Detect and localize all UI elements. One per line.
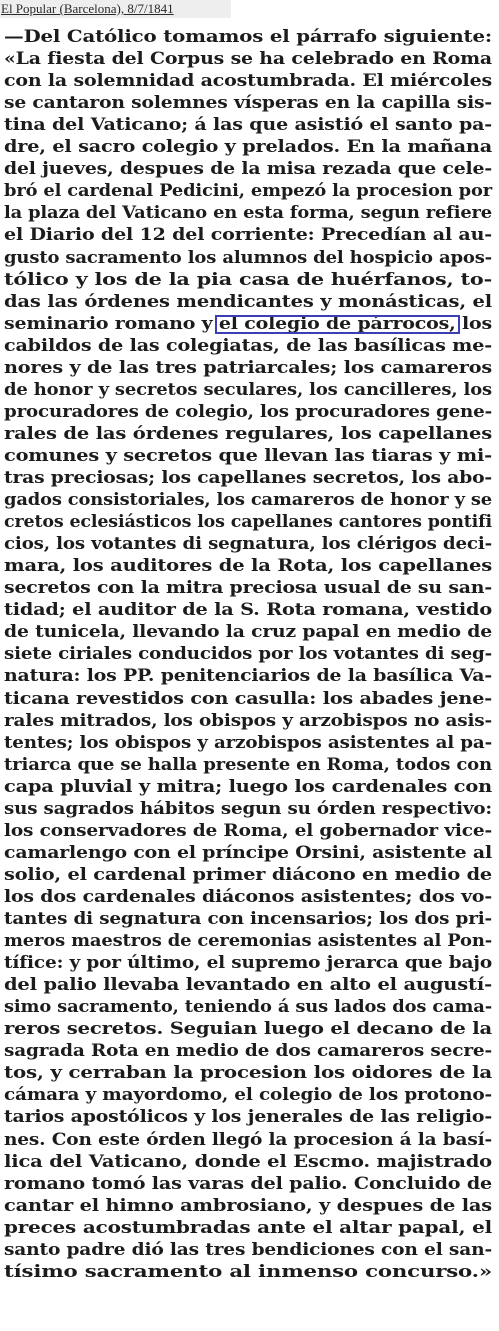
article-line-text: simo sacramento, teniendo á sus lados dos cama- <box>4 997 492 1018</box>
article-line-text: romano tomó las varas del palio. Concluido de <box>4 1173 492 1194</box>
article-line-text: reros secretos. Seguian luego el decano de la <box>4 1019 493 1040</box>
article-line-text: rales mitrados, los obispos y arzobispos no asis- <box>4 710 492 731</box>
article-line-text: camarlengo con el príncipe Orsini, asistente al <box>4 842 493 863</box>
article-line-text: cantar el himno ambrosiano, y despues de las <box>4 1195 493 1216</box>
article-line-text: nes. Con este órden llegó la procesion á la basí- <box>4 1129 492 1150</box>
article-line-text: comunes y secretos que llevan las tiaras y mi- <box>4 445 492 466</box>
article-line-text: rales de las órdenes regulares, los capellanes <box>4 423 492 444</box>
article-line <box>4 1259 492 1285</box>
article-line-text: mara, los auditores de la Rota, los capellanes <box>4 556 492 577</box>
article-line-text: tísimo sacramento al inmenso concurso.» <box>4 1261 493 1282</box>
article-line-text: «La fiesta del Corpus se ha celebrado en Roma <box>4 49 493 70</box>
article-line-text: tarios apostólicos y los jenerales de las religio- <box>4 1107 492 1128</box>
article-line-text: natura: los PP. penitenciarios de la basílica Va- <box>4 666 492 687</box>
article-line-text: tras preciosas; los capellanes secretos, los abo- <box>4 468 492 488</box>
article-line-text: cámara y mayordomo, el colegio de los protono- <box>4 1085 493 1106</box>
source-caption-link[interactable]: El Popular (Barcelona), 8/7/1841 <box>1 1 174 16</box>
article-line-text: con la solemnidad acostumbrada. El miércoles <box>4 71 492 92</box>
article-line-text: das las órdenes mendicantes y monásticas, el <box>4 291 492 312</box>
article-line-text: sus sagrados hábitos segun su órden respectivo: <box>4 798 492 819</box>
article-line-text: cios, los votantes di segnatura, los clérigos deci- <box>4 534 492 555</box>
article-line-text: sagrada Rota en medio de dos camareros secre- <box>4 1041 492 1062</box>
article-line-text: los conservadores de Roma, el gobernador vice- <box>4 820 493 841</box>
article-line-text: preces acostumbradas ante el altar papal, el <box>4 1217 492 1238</box>
article-line-text: tífice: y por último, el supremo jerarca que bajo <box>4 953 492 974</box>
article-line-text: cretos eclesiásticos los capellanes cantores pontifi <box>4 512 493 533</box>
article-line-text: tólico y los de la pia casa de huérfanos, to- <box>4 269 492 290</box>
article-line-text: tentes; los obispos y arzobispos asistentes al pa- <box>4 732 492 753</box>
article-line-text: meros maestros de ceremonias asistentes al Pon- <box>4 931 492 952</box>
article-line-text: lica del Vaticano, donde el Escmo. majistrado <box>4 1151 492 1172</box>
article-line-text: tidad; el auditor de la S. Rota romana, vestido <box>4 600 493 621</box>
article-line-text: gados consistoriales, los camareros de honor y se <box>4 490 492 511</box>
article-line-text: cabildos de las colegiatas, de las basílicas me- <box>4 335 492 356</box>
article-line-text: capa pluvial y mitra; luego los cardenales con <box>4 776 492 797</box>
article-line-text: nores y de las tres patriarcales; los camareros <box>4 357 493 378</box>
article-line-text: seminario romano y el colegio de párrocos, los <box>4 313 492 334</box>
article-line-text: del jueves, despues de la misa rezada que cele- <box>4 159 492 180</box>
article-line-text: el Diario del 12 del corriente: Precedían al au- <box>4 225 492 246</box>
article-line-text: gusto sacramento los alumnos del hospicio apos- <box>4 247 492 268</box>
article-line-text: tos, y cerraban la procesion los oidores de la <box>4 1063 492 1084</box>
article-line-text: solio, el cardenal primer diácono en medio de <box>4 864 492 885</box>
article-line-text: bró el cardenal Pedicini, empezó la procesion por <box>4 181 492 202</box>
article-line-text: tantes di segnatura con incensarios; los dos pri- <box>4 909 492 929</box>
article-line-text: los dos cardenales diáconos asistentes; dos vo- <box>4 886 492 907</box>
article-line-text: ticana revestidos con casulla: los abades jene- <box>4 688 492 709</box>
article-line-text: dre, el sacro colegio y prelados. En la mañana <box>4 137 492 158</box>
article-line-text: del palio llevaba levantado en alto el augustí- <box>4 975 492 996</box>
article-line-text: tina del Vaticano; á las que asistió el santo pa- <box>4 115 493 136</box>
article-line-text: de tunicela, llevando la cruz papal en medio de <box>4 622 492 643</box>
article-line-text: la plaza del Vaticano en esta forma, segun refiere <box>4 203 492 224</box>
article-line-text: se cantaron solemnes vísperas en la capilla sis- <box>4 93 492 114</box>
source-caption[interactable] <box>0 0 231 18</box>
article-line-text: triarca que se halla presente en Roma, todos con <box>4 754 492 775</box>
article-line-text: de honor y secretos seculares, los cancilleres, los <box>4 379 492 400</box>
article-line-text: secretos con la mitra preciosa usual de su san- <box>4 578 492 599</box>
article-line-text: procuradores de colegio, los procuradores gene- <box>4 401 493 422</box>
article-line-text: santo padre dió las tres bendiciones con el san- <box>4 1239 493 1260</box>
article-line-text: —Del Católico tomamos el párrafo siguiente: <box>4 27 492 47</box>
article-line-text: siete ciriales conducidos por los votantes di seg- <box>4 644 492 665</box>
